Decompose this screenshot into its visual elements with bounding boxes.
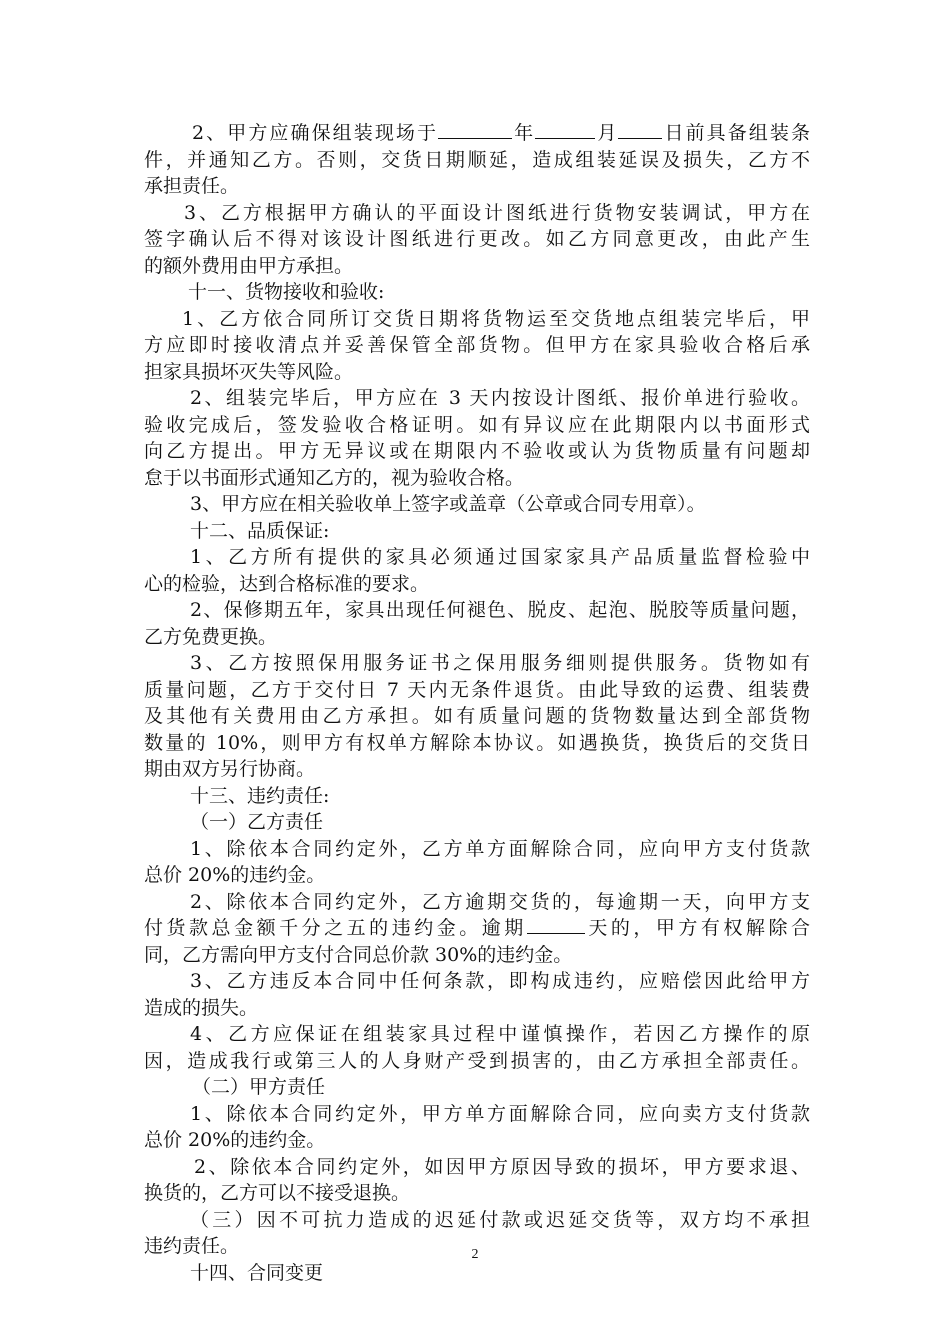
text-line <box>144 253 810 280</box>
text-line <box>144 889 810 916</box>
text-line <box>144 862 810 889</box>
text-run: （二）甲方责任 <box>192 1076 326 1098</box>
text-line <box>144 677 810 704</box>
text-line <box>144 1048 810 1075</box>
text-line <box>144 226 810 253</box>
text-run: 因，造成我行或第三人的人身财产受到损害的，由乙方承担全部责任。 <box>144 1049 810 1072</box>
text-run: 1、乙方所有提供的家具必须通过国家家具产品质量监督检验中 <box>190 546 810 568</box>
text-run: 1、除依本合同约定外，甲方单方面解除合同，应向卖方支付货款 <box>190 1102 810 1125</box>
text-line <box>144 995 810 1022</box>
text-run: 十三、违约责任: <box>190 784 330 807</box>
text-run: 怠于以书面形式通知乙方的，视为验收合格。 <box>144 466 525 489</box>
text-line <box>144 306 810 333</box>
text-run: 2、除依本合同约定外，如因甲方原因导致的损坏，甲方要求退、 <box>194 1155 810 1178</box>
text-line <box>144 359 810 386</box>
text-run: 乙方免费更换。 <box>144 625 278 648</box>
text-run: 心的检验，达到合格标准的要求。 <box>144 572 430 595</box>
paragraph-h12 <box>144 518 810 545</box>
text-run: （三）因不可抗力造成的迟延付款或迟延交货等，双方均不承担 <box>190 1208 810 1231</box>
paragraph-p13-1-2 <box>144 889 810 969</box>
paragraph-p13-2-2 <box>144 1154 810 1207</box>
text-run: 造成的损失。 <box>144 996 259 1019</box>
text-run: 2、甲方应确保组装现场于 <box>192 122 439 144</box>
text-run: 3、乙方按照保用服务证书之保用服务细则提供服务。货物如有 <box>190 652 810 674</box>
text-run: 总价 20%的违约金。 <box>144 1129 326 1151</box>
text-run: 2、保修期五年，家具出现任何褪色、脱皮、起泡、脱胶等质量问题， <box>190 599 810 621</box>
paragraph-p13-1-3 <box>144 968 810 1021</box>
text-run: 十四、合同变更 <box>190 1261 324 1284</box>
text-run: 日前具备组装条 <box>662 122 810 144</box>
text-line <box>144 571 810 598</box>
text-line <box>144 1180 810 1207</box>
text-line <box>144 491 810 518</box>
text-run: 天的，甲方有权解除合 <box>584 917 810 939</box>
text-run: 3、乙方根据甲方确认的平面设计图纸进行货物安装调试，甲方在 <box>184 201 810 224</box>
paragraph-h11 <box>144 279 810 306</box>
paragraph-p13-2-1 <box>144 1101 810 1154</box>
text-line <box>144 1154 810 1181</box>
text-run: 担家具损坏灭失等风险。 <box>144 360 354 383</box>
text-line <box>144 1101 810 1128</box>
text-run: 承担责任。 <box>144 175 240 197</box>
text-line <box>144 1207 810 1234</box>
text-line <box>144 624 810 651</box>
paragraph-p10-3 <box>144 200 810 280</box>
text-run: 数量的 10%，则甲方有权单方解除本协议。如遇换货，换货后的交货日 <box>144 731 810 754</box>
fill-in-blank <box>527 915 585 934</box>
text-line <box>144 518 810 545</box>
text-run: 期由双方另行协商。 <box>144 758 316 780</box>
text-line <box>144 120 810 147</box>
text-run: 同，乙方需向甲方支付合同总价款 30%的违约金。 <box>144 943 573 966</box>
text-line <box>144 809 810 836</box>
text-run: 年 <box>512 122 536 144</box>
paragraph-p13-1-4 <box>144 1021 810 1074</box>
text-run: 1、除依本合同约定外，乙方单方面解除合同，应向甲方支付货款 <box>190 837 810 860</box>
fill-in-blank <box>618 120 662 139</box>
text-run: 2、除依本合同约定外，乙方逾期交货的，每逾期一天，向甲方支 <box>190 890 810 913</box>
text-line <box>144 1127 810 1154</box>
text-line <box>144 412 810 439</box>
paragraph-p11-1 <box>144 306 810 386</box>
paragraph-p13-1-1 <box>144 836 810 889</box>
text-line <box>144 1021 810 1048</box>
text-line <box>144 438 810 465</box>
text-run: 验收完成后，签发验收合格证明。如有异议应在此期限内以书面形式 <box>144 413 810 436</box>
fill-in-blank <box>535 120 595 139</box>
text-run: 十二、品质保证: <box>190 519 330 542</box>
paragraph-p10-2 <box>144 120 810 200</box>
text-line <box>144 783 810 810</box>
text-line <box>144 1260 810 1287</box>
text-run: （一）乙方责任 <box>190 811 324 833</box>
text-run: 1、乙方依合同所订交货日期将货物运至交货地点组装完毕后，甲 <box>182 307 810 330</box>
fill-in-blank <box>438 120 512 139</box>
paragraph-p12-2 <box>144 597 810 650</box>
text-line <box>144 147 810 174</box>
text-line <box>144 836 810 863</box>
text-line <box>144 385 810 412</box>
paragraph-h13-1 <box>144 809 810 836</box>
paragraph-p12-1 <box>144 544 810 597</box>
text-line <box>144 756 810 783</box>
paragraph-h14 <box>144 1260 810 1287</box>
text-line <box>144 968 810 995</box>
text-line <box>144 332 810 359</box>
paragraph-h13 <box>144 783 810 810</box>
text-line <box>144 650 810 677</box>
text-run: 换货的，乙方可以不接受退换。 <box>144 1182 411 1204</box>
text-run: 3、乙方违反本合同中任何条款，即构成违约，应赔偿因此给甲方 <box>190 970 810 992</box>
text-line <box>144 544 810 571</box>
text-run: 3、甲方应在相关验收单上签字或盖章（公章或合同专用章）。 <box>190 493 706 515</box>
text-run: 向乙方提出。甲方无异议或在期限内不验收或认为货物质量有问题却 <box>144 440 810 462</box>
text-run: 签字确认后不得对该设计图纸进行更改。如乙方同意更改，由此产生 <box>144 228 810 250</box>
paragraph-p12-3 <box>144 650 810 783</box>
page-number: 2 <box>471 1247 479 1262</box>
paragraph-p11-3 <box>144 491 810 518</box>
text-run: 方应即时接收清点并妥善保管全部货物。但甲方在家具验收合格后承 <box>144 334 810 356</box>
text-line <box>144 703 810 730</box>
paragraph-p11-2 <box>144 385 810 491</box>
text-line <box>144 200 810 227</box>
text-run: 件，并通知乙方。否则，交货日期顺延，造成组装延误及损失，乙方不 <box>144 148 810 171</box>
contract-body <box>144 120 810 1286</box>
text-run: 4、乙方应保证在组装家具过程中谨慎操作，若因乙方操作的原 <box>190 1023 810 1045</box>
text-line <box>144 465 810 492</box>
text-run: 2、组装完毕后，甲方应在 3 天内按设计图纸、报价单进行验收。 <box>190 387 810 409</box>
text-run: 十一、货物接收和验收: <box>188 281 385 303</box>
text-run: 违约责任。 <box>144 1235 240 1257</box>
text-line <box>144 597 810 624</box>
text-line <box>144 942 810 969</box>
text-run: 及其他有关费用由乙方承担。如有质量问题的货物数量达到全部货物 <box>144 705 810 727</box>
text-run: 的额外费用由甲方承担。 <box>144 254 354 277</box>
text-run: 月 <box>595 122 619 144</box>
text-run: 总价 20%的违约金。 <box>144 864 326 886</box>
text-run: 质量问题，乙方于交付日 7 天内无条件退货。由此导致的运费、组装费 <box>144 678 810 701</box>
text-line <box>144 173 810 200</box>
text-line <box>144 1074 810 1101</box>
text-run: 付货款总金额千分之五的违约金。逾期 <box>144 917 527 939</box>
text-line <box>144 279 810 306</box>
paragraph-h13-2 <box>144 1074 810 1101</box>
text-line <box>144 730 810 757</box>
text-line <box>144 915 810 942</box>
